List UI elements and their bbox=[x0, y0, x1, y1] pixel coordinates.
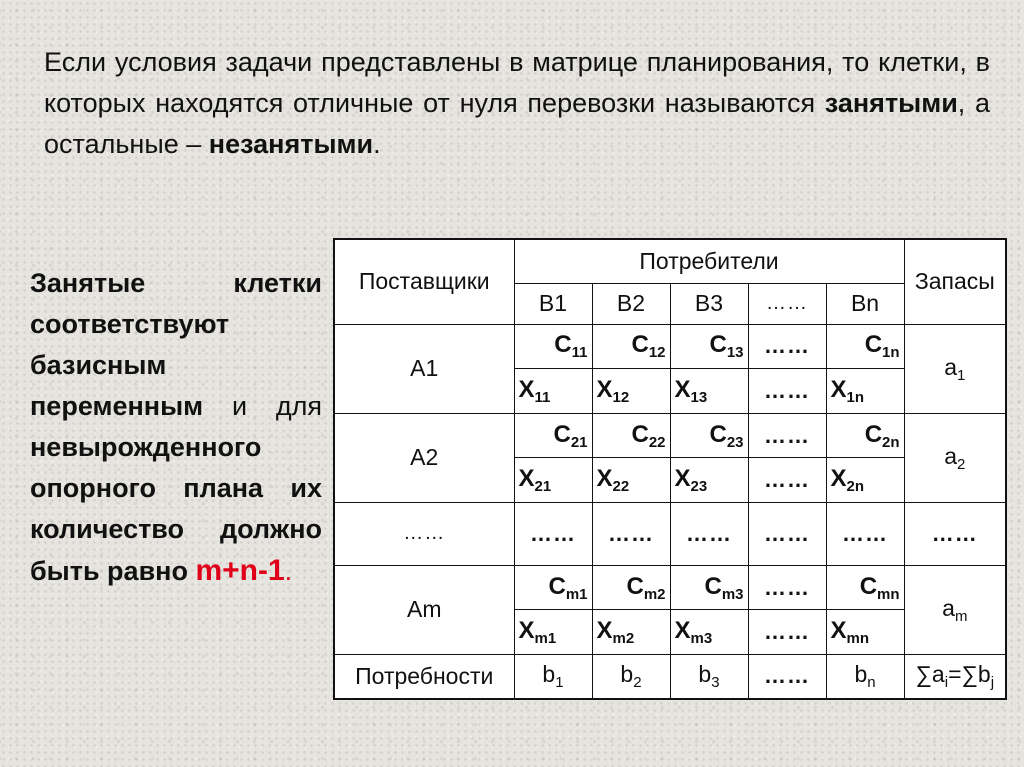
shipment-cell: $X_{23}$ bbox=[670, 458, 748, 503]
stock-cell: $a_m$ bbox=[904, 565, 1006, 654]
ellipsis-cell: …… bbox=[748, 413, 826, 458]
consumers-header: Потребители bbox=[514, 239, 904, 284]
intro-bold-unoccupied: незанятыми bbox=[208, 129, 374, 159]
basis-formula: m+n-1 bbox=[195, 554, 285, 587]
cost-cell: $C_{mn}$ bbox=[826, 565, 904, 610]
cost-cell: $C_{23}$ bbox=[670, 413, 748, 458]
stock-header: Запасы bbox=[904, 239, 1006, 324]
shipment-cell: $X_{12}$ bbox=[592, 369, 670, 414]
ellipsis-cell: …… bbox=[748, 565, 826, 610]
consumer-header: Вn bbox=[826, 284, 904, 325]
ellipsis-cell: …… bbox=[826, 502, 904, 565]
need-cell: $b_2$ bbox=[592, 654, 670, 699]
stock-cell: $a_2$ bbox=[904, 413, 1006, 502]
cost-cell: $C_{m1}$ bbox=[514, 565, 592, 610]
cost-cell: $C_{22}$ bbox=[592, 413, 670, 458]
cost-cell: $C_{1n}$ bbox=[826, 324, 904, 369]
balance-condition: $\sum a_i=\sum b_j$ bbox=[904, 654, 1006, 699]
side-normal-1: и для bbox=[203, 391, 322, 421]
ellipsis-cell: …… bbox=[748, 458, 826, 503]
ellipsis-cell: …… bbox=[748, 324, 826, 369]
consumer-header: В2 bbox=[592, 284, 670, 325]
shipment-cell: $X_{21}$ bbox=[514, 458, 592, 503]
ellipsis-row-label: …… bbox=[334, 502, 514, 565]
ellipsis-cell: …… bbox=[904, 502, 1006, 565]
shipment-cell: $X_{m2}$ bbox=[592, 610, 670, 655]
need-cell: $b_3$ bbox=[670, 654, 748, 699]
intro-paragraph bbox=[44, 42, 990, 165]
shipment-cell: $X_{11}$ bbox=[514, 369, 592, 414]
shipment-cell: $X_{2n}$ bbox=[826, 458, 904, 503]
cost-cell: $C_{m2}$ bbox=[592, 565, 670, 610]
consumer-header: В1 bbox=[514, 284, 592, 325]
supplier-name: А1 bbox=[334, 324, 514, 413]
cost-cell: $C_{m3}$ bbox=[670, 565, 748, 610]
side-end: . bbox=[284, 556, 293, 586]
side-bold-1: Занятые клетки соответствуют базисным переменным bbox=[30, 268, 322, 421]
shipment-cell: $X_{13}$ bbox=[670, 369, 748, 414]
need-cell: $b_n$ bbox=[826, 654, 904, 699]
shipment-cell: $X_{mn}$ bbox=[826, 610, 904, 655]
supplier-name: Аm bbox=[334, 565, 514, 654]
shipment-cell: $X_{22}$ bbox=[592, 458, 670, 503]
needs-label: Потребности bbox=[334, 654, 514, 699]
ellipsis-cell: …… bbox=[748, 654, 826, 699]
suppliers-header: Поставщики bbox=[334, 239, 514, 324]
shipment-cell: $X_{m3}$ bbox=[670, 610, 748, 655]
ellipsis-cell: …… bbox=[514, 502, 592, 565]
ellipsis-cell: …… bbox=[592, 502, 670, 565]
ellipsis-cell: …… bbox=[748, 610, 826, 655]
need-cell: $b_1$ bbox=[514, 654, 592, 699]
cost-cell: $C_{12}$ bbox=[592, 324, 670, 369]
intro-text-2: , а остальные – bbox=[44, 88, 990, 159]
transport-plan-table bbox=[333, 238, 1007, 700]
stock-cell: $a_1$ bbox=[904, 324, 1006, 413]
consumer-header: В3 bbox=[670, 284, 748, 325]
cost-cell: $C_{11}$ bbox=[514, 324, 592, 369]
shipment-cell: $X_{1n}$ bbox=[826, 369, 904, 414]
ellipsis-cell: …… bbox=[748, 369, 826, 414]
cost-cell: $C_{2n}$ bbox=[826, 413, 904, 458]
side-paragraph bbox=[30, 263, 322, 592]
intro-text-1: Если условия задачи представлены в матрице планирования, то клетки, в которых находятся отличные от нуля перевозки называются bbox=[44, 47, 990, 118]
shipment-cell: $X_{m1}$ bbox=[514, 610, 592, 655]
consumer-header: …… bbox=[748, 284, 826, 325]
cost-cell: $C_{21}$ bbox=[514, 413, 592, 458]
intro-bold-occupied: занятыми bbox=[824, 88, 958, 118]
supplier-name: А2 bbox=[334, 413, 514, 502]
ellipsis-cell: …… bbox=[670, 502, 748, 565]
ellipsis-cell: …… bbox=[748, 502, 826, 565]
cost-cell: $C_{13}$ bbox=[670, 324, 748, 369]
intro-text-3: . bbox=[373, 129, 381, 159]
side-bold-2: невырожденного опорного плана их количество должно быть равно bbox=[30, 432, 322, 586]
